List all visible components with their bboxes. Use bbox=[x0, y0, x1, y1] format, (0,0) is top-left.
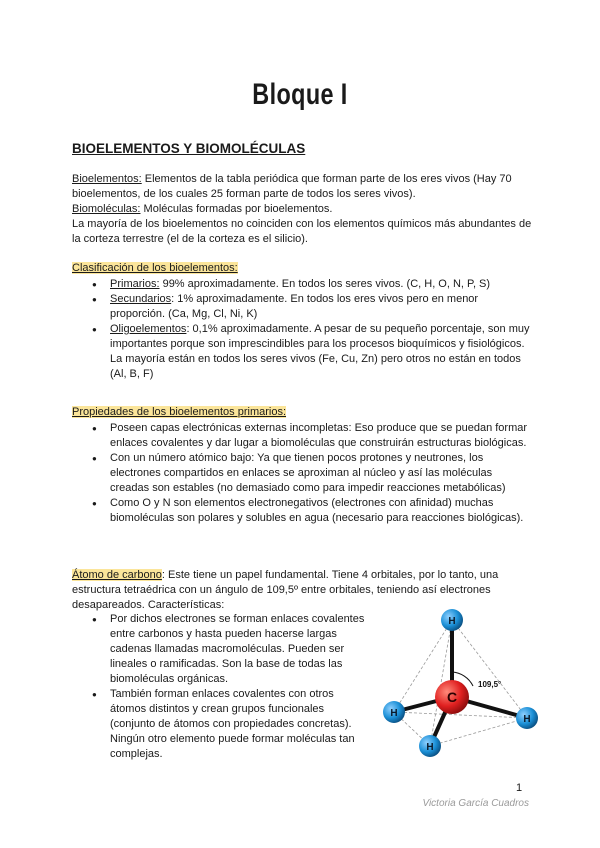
propiedades-list bbox=[90, 421, 530, 526]
page-title: Bloque I bbox=[252, 78, 348, 111]
list-item: ● Como O y N son elementos electronegativos (electrones con afinidad) muchas biomoléculas son polares y solubles en agua (necesario para reacciones biológicas). bbox=[110, 496, 530, 526]
primarios-term: Primarios: bbox=[110, 278, 160, 290]
carbono-text: : Este tiene un papel fundamental. Tiene 4 orbitales, por lo tanto, una estructura tetraédrica con un ángulo de 109,5º entre orbitales, teniendo así electrones desapareados. Características: bbox=[72, 569, 499, 611]
carbono-list bbox=[90, 612, 365, 762]
biomoleculas-definition: Moléculas formadas por bioelementos. bbox=[140, 203, 333, 215]
clasificacion-heading: Clasificación de los bioelementos: bbox=[72, 262, 238, 274]
secundarios-term: Secundarios bbox=[110, 293, 172, 305]
carbono-term: Átomo de carbono bbox=[72, 569, 162, 581]
propiedades-heading-wrap bbox=[72, 405, 532, 420]
propiedades-heading: Propiedades de los bioelementos primarios: bbox=[72, 406, 287, 418]
list-item: ● Con un número atómico bajo: Ya que tienen pocos protones y neutrones, los electrones compartidos en enlaces se aproximan al núcleo y así las moléculas creadas son estables (no demasiado como para impedir reacciones metabólicas) bbox=[110, 451, 530, 496]
hydrogen-label: H bbox=[390, 708, 398, 719]
oligoelementos-text: : 0,1% aproximadamente. A pesar de su pequeño porcentaje, son muy importantes porque son imprescindibles para los procesos bioquímicos y fisiológicos. La mayoría están en todos los seres vivos (Fe, Cu, Zn) pero otros no están en todos (Al, B, F) bbox=[110, 323, 530, 380]
primarios-text: 99% aproximadamente. En todos los seres vivos. (C, H, O, N, P, S) bbox=[159, 278, 491, 290]
hydrogen-atom-left bbox=[383, 701, 405, 723]
hydrogen-label: H bbox=[426, 742, 434, 753]
hydrogen-atom-bottom bbox=[419, 735, 441, 757]
author-footer: Victoria García Cuadros bbox=[422, 798, 529, 809]
clasificacion-list bbox=[90, 277, 530, 382]
intro-paragraph bbox=[72, 172, 532, 247]
oligoelementos-term: Oligoelementos bbox=[110, 323, 187, 335]
hydrogen-atom-top bbox=[441, 609, 463, 631]
list-item: ● Por dichos electrones se forman enlaces covalentes entre carbonos y hasta pueden hacerse largas cadenas llamadas macromoléculas. Pueden ser lineales o ramificadas. Son la base de todas las biomoléculas orgánicas. bbox=[110, 612, 365, 687]
list-item bbox=[110, 292, 530, 322]
intro-note: La mayoría de los bioelementos no coinciden con los elementos químicos más abundantes de la corteza terrestre (el de la corteza es el silicio). bbox=[72, 218, 532, 245]
bioelementos-definition: Elementos de la tabla periódica que forman parte de los eres vivos (Hay 70 bioelementos, de los cuales 25 forman parte de todos los seres vivos). bbox=[72, 173, 512, 200]
bond-angle-label: 109,5° bbox=[478, 680, 502, 689]
page-number: 1 bbox=[516, 782, 523, 794]
list-item: ● También forman enlaces covalentes con otros átomos distintos y crean grupos funcionales (conjunto de átomos con propiedades concretas). Ningún otro elemento puede formar moléculas tan complejas. bbox=[110, 687, 365, 762]
list-item bbox=[110, 277, 530, 292]
biomoleculas-term: Biomoléculas: bbox=[72, 203, 141, 215]
hydrogen-label: H bbox=[448, 616, 456, 627]
list-item: ● Poseen capas electrónicas externas incompletas: Eso produce que se puedan formar enlaces covalentes y dar lugar a biomoléculas que construirán estructuras biológicas. bbox=[110, 421, 530, 451]
section-heading: BIOELEMENTOS Y BIOMOLÉCULAS bbox=[72, 141, 306, 156]
bioelementos-term: Bioelementos: bbox=[72, 173, 142, 185]
secundarios-text: : 1% aproximadamente. En todos los eres vivos pero en menor proporción. (Ca, Mg, Cl, Ni, K) bbox=[110, 293, 479, 320]
list-item bbox=[110, 322, 530, 382]
clasificacion-heading-wrap bbox=[72, 261, 532, 276]
tetrahedral-methane-diagram bbox=[372, 600, 548, 764]
hydrogen-label: H bbox=[523, 714, 531, 725]
carbon-label: C bbox=[446, 689, 458, 705]
hydrogen-atom-right bbox=[516, 707, 538, 729]
carbon-atom bbox=[435, 680, 469, 714]
